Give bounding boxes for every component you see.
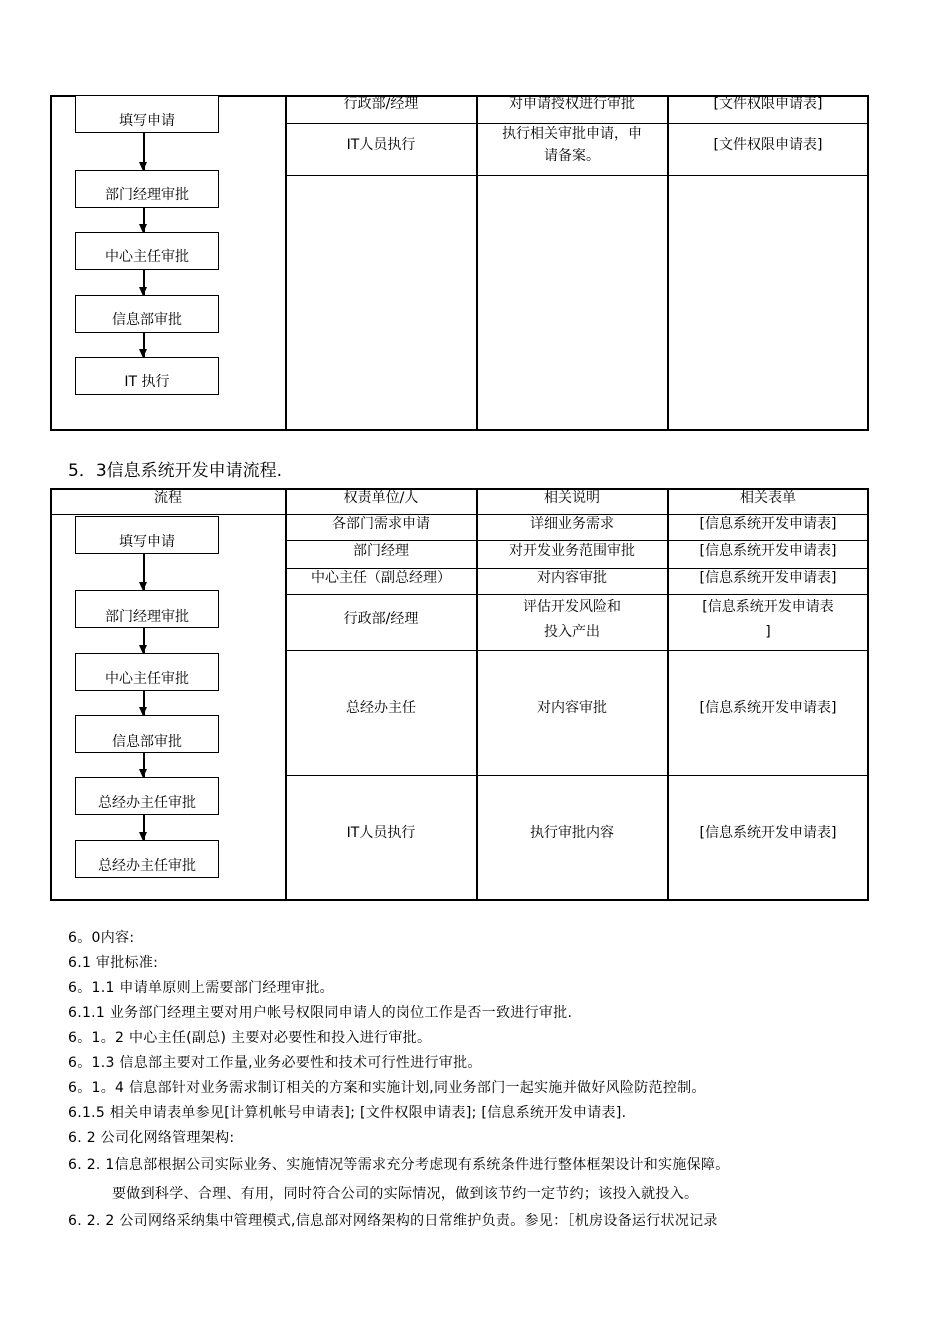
flow-arrow [143,270,145,295]
t1-r2-unit: IT人员执行 [346,137,416,153]
flow2-arrow [143,691,145,715]
flow2-arrow [143,815,145,840]
t2-r6-unit: IT人员执行 [346,825,416,841]
flow-step-info-dept: 信息部审批 [75,295,219,333]
flow-step-dept-manager: 部门经理审批 [75,170,219,208]
t2-r4-form-line2: ] [765,624,771,640]
flow2-arrow [143,554,145,590]
t1-r1-unit: 行政部/经理 [343,96,419,112]
section-heading: 5．3信息系统开发申请流程. [68,461,283,481]
t2-r1-form: [信息系统开发申请表] [699,516,837,532]
t2-r5-form: [信息系统开发申请表] [699,700,837,716]
t1-r2-form: [文件权限申请表] [713,137,823,153]
t2-r4-desc-line2: 投入产出 [544,624,600,640]
flow2-step-info-dept: 信息部审批 [75,715,219,753]
t2-r2-form: [信息系统开发申请表] [699,543,837,559]
t2-header-form: 相关表单 [740,490,796,506]
flow2-step-fill-application: 填写申请 [75,516,219,554]
content-line: 6.1 审批标准: [68,955,159,971]
flow-arrow [143,333,145,357]
flow2-arrow [143,628,145,653]
t2-r4-desc-line1: 评估开发风险和 [523,599,621,615]
flow2-arrow [143,753,145,777]
content-line: 6. 2. 1信息部根据公司实际业务、实施情况等需求充分考虑现有系统条件进行整体框架设计和实施保障。 [68,1157,730,1173]
t2-r5-unit: 总经办主任 [346,700,416,716]
content-line: 6。1。2 中心主任(副总) 主要对必要性和投入进行审批。 [68,1030,432,1046]
flow2-step-dept-manager: 部门经理审批 [75,590,219,628]
t2-r2-unit: 部门经理 [353,543,409,559]
flow-step-fill-application: 填写申请 [75,95,219,133]
t2-r5-desc: 对内容审批 [537,700,607,716]
t1-r2-desc-line1: 执行相关审批申请，申 [502,126,642,142]
t2-r1-desc: 详细业务需求 [530,516,614,532]
t2-r2-desc: 对开发业务范围审批 [509,543,635,559]
flow-step-center-director: 中心主任审批 [75,232,219,270]
t2-r3-form: [信息系统开发申请表] [699,570,837,586]
content-line: 6.1.1 业务部门经理主要对用户帐号权限同申请人的岗位工作是否一致进行审批. [68,1005,573,1021]
content-line: 6。1。4 信息部针对业务需求制订相关的方案和实施计划,同业务部门一起实施并做好风险防范控制。 [68,1080,706,1096]
t1-r1-desc: 对申请授权进行审批 [509,96,635,112]
t2-r6-desc: 执行审批内容 [530,825,614,841]
content-line: 6. 2 公司化网络管理架构: [68,1130,235,1146]
content-line: 6。1.3 信息部主要对工作量,业务必要性和技术可行性进行审批。 [68,1055,482,1071]
content-line: 6。0内容: [68,930,135,946]
t1-r2-desc-line2: 请备案。 [544,148,600,164]
flow2-step-gm-office-1: 总经办主任审批 [75,777,219,815]
content-line: 6。1.1 申请单原则上需要部门经理审批。 [68,980,334,996]
flow-arrow [143,208,145,232]
content-line: 6. 2. 2 公司网络采纳集中管理模式,信息部对网络架构的日常维护负责。参见：［机房设备运行状况记录 [68,1213,718,1229]
flow-step-it-execute: IT 执行 [75,357,219,395]
flow-arrow [143,133,145,170]
flow2-step-gm-office-2: 总经办主任审批 [75,840,219,878]
t2-header-flow: 流程 [154,490,182,506]
content-line: 6.1.5 相关申请表单参见[计算机帐号申请表]; [文件权限申请表]; [信息系统开发申请表]. [68,1105,627,1121]
t2-header-unit: 权责单位/人 [343,490,419,506]
t2-header-desc: 相关说明 [544,490,600,506]
t1-r1-form: [文件权限申请表] [713,96,823,112]
t2-r4-unit: 行政部/经理 [343,611,419,627]
content-line: 要做到科学、合理、有用，同时符合公司的实际情况，做到该节约一定节约；该投入就投入。 [112,1186,699,1202]
t2-r3-desc: 对内容审批 [537,570,607,586]
t2-r3-unit: 中心主任（副总经理） [311,570,451,586]
flow2-step-center-director: 中心主任审批 [75,653,219,691]
t2-r6-form: [信息系统开发申请表] [699,825,837,841]
t2-r1-unit: 各部门需求申请 [332,516,430,532]
t2-r4-form-line1: [信息系统开发申请表 [702,599,834,615]
